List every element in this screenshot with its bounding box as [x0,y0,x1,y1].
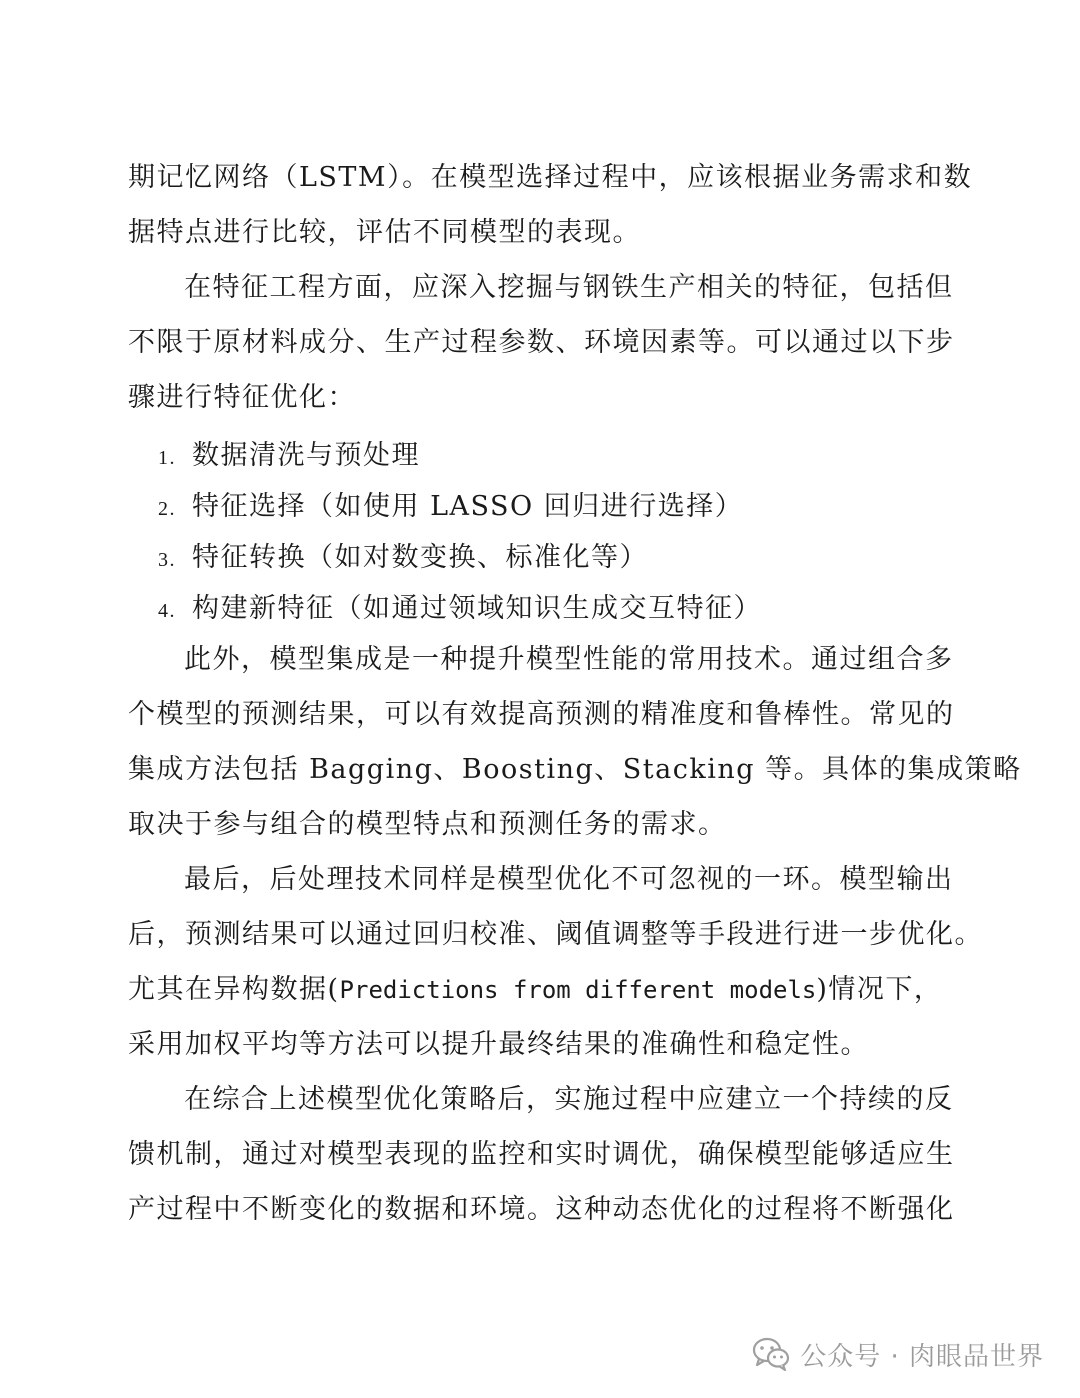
list-item [158,538,648,580]
paragraph-2-line-2: 不限于原材料成分、生产过程参数、环境因素等。可以通过以下步 [128,327,955,358]
paragraph-4-line-4: 采用加权平均等方法可以提升最终结果的准确性和稳定性。 [128,1029,869,1060]
paragraph-3-line-4: 取决于参与组合的模型特点和预测任务的需求。 [128,809,727,840]
list-number: 4. [158,600,176,622]
list-text: 特征选择（如使用 LASSO 回归进行选择） [192,491,744,522]
list-item [158,436,420,478]
watermark-text: 公众号 · 肉眼品世界 [800,1341,1044,1372]
list-number: 3. [158,549,176,571]
watermark [752,1332,1044,1376]
paragraph-5-line-1: 在综合上述模型优化策略后，实施过程中应建立一个持续的反 [184,1084,954,1115]
paragraph-4-line-3 [128,970,942,1010]
paragraph-2-line-3: 骤进行特征优化： [128,382,356,413]
paragraph-2-line-1: 在特征工程方面，应深入挖掘与钢铁生产相关的特征，包括但 [184,272,954,303]
list-text: 构建新特征（如通过领域知识生成交互特征） [192,593,762,624]
list-number: 2. [158,498,176,520]
list-number: 1. [158,447,176,469]
paragraph-1-line-2: 据特点进行比较，评估不同模型的表现。 [128,217,641,248]
list-item [158,589,762,631]
paragraph-1-line-1: 期记忆网络（LSTM）。在模型选择过程中，应该根据业务需求和数 [128,162,973,193]
paragraph-4-line-3-prefix: 尤其在异构数据( [128,974,340,1005]
paragraph-3-line-1: 此外，模型集成是一种提升模型性能的常用技术。通过组合多 [184,644,954,675]
paragraph-4-line-1: 最后，后处理技术同样是模型优化不可忽视的一环。模型输出 [184,864,954,895]
paragraph-4-line-3-english: Predictions from different models [339,976,817,1004]
paragraph-3-line-2: 个模型的预测结果，可以有效提高预测的精准度和鲁棒性。常见的 [128,699,955,730]
paragraph-5-line-3: 产过程中不断变化的数据和环境。这种动态优化的过程将不断强化 [128,1194,955,1225]
list-text: 特征转换（如对数变换、标准化等） [192,542,648,573]
paragraph-4-line-2: 后，预测结果可以通过回归校准、阈值调整等手段进行进一步优化。 [128,919,983,950]
paragraph-4-line-3-suffix: )情况下， [816,974,943,1005]
list-item [158,487,743,529]
paragraph-5-line-2: 馈机制，通过对模型表现的监控和实时调优，确保模型能够适应生 [128,1139,955,1170]
paragraph-3-line-3: 集成方法包括 Bagging、Boosting、Stacking 等。具体的集成策略 [128,754,1022,785]
wechat-icon [752,1337,790,1371]
list-text: 数据清洗与预处理 [192,440,420,471]
